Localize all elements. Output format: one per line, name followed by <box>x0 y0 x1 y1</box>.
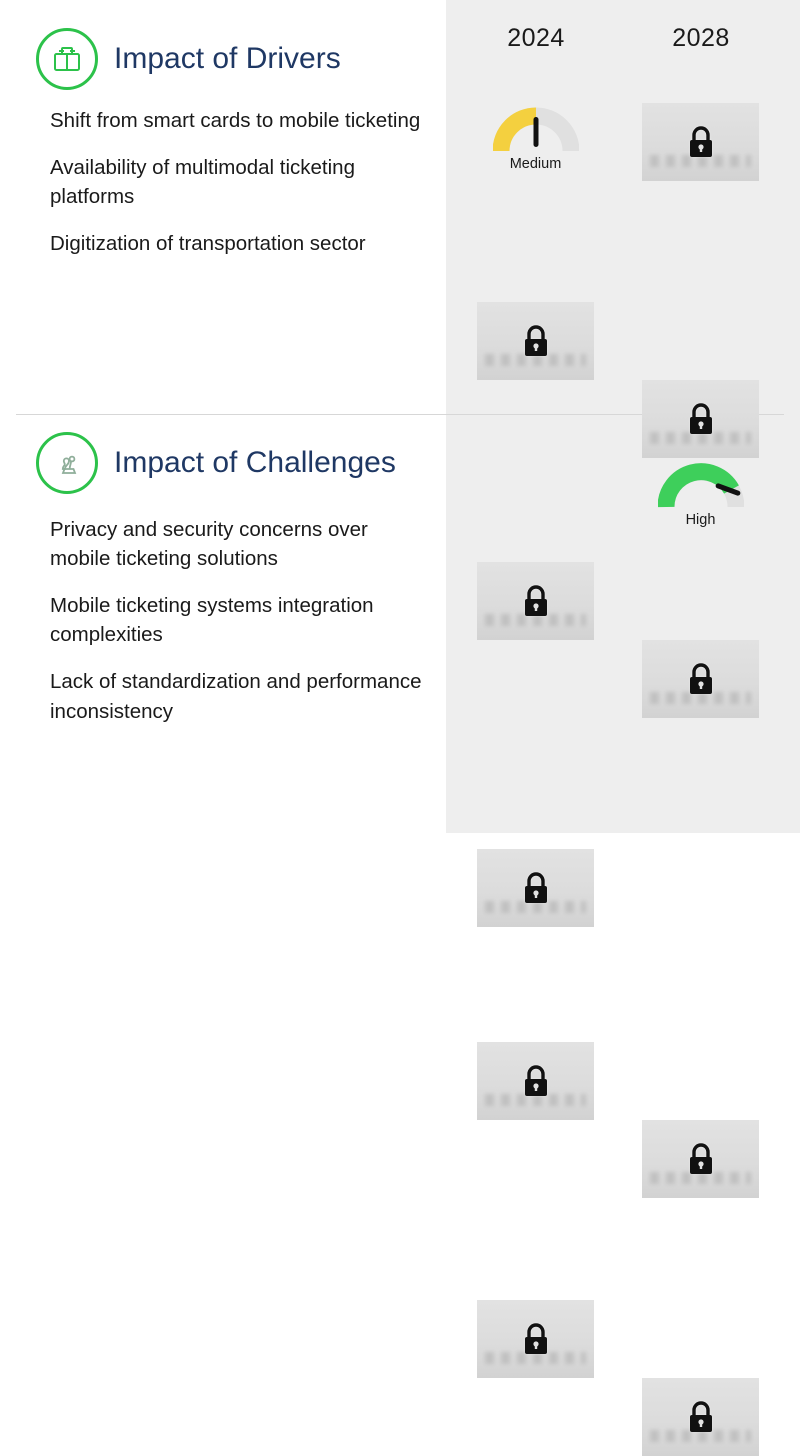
rating-cell-drivers-2024-row1 <box>477 103 594 181</box>
lock-icon <box>521 870 551 906</box>
rating-cell-challenges-2024-row2 <box>477 1042 594 1120</box>
column-header-2028: 2028 <box>672 24 730 52</box>
rating-cell-challenges-2028-row1 <box>642 459 759 537</box>
lock-icon <box>686 401 716 437</box>
lock-icon <box>686 661 716 697</box>
section-header-drivers <box>36 28 341 90</box>
gauge-high <box>651 461 751 535</box>
section-title-challenges: Impact of Challenges <box>114 446 396 479</box>
column-header-2024: 2024 <box>507 24 565 52</box>
lock-icon <box>521 583 551 619</box>
lock-icon <box>521 1321 551 1357</box>
drivers-icon <box>36 28 98 90</box>
rating-cell-challenges-2024-row1 <box>477 849 594 927</box>
gauge-medium <box>486 105 586 179</box>
challenges-bullet-list <box>50 515 430 744</box>
lock-icon <box>686 1141 716 1177</box>
list-item: Mobile ticketing systems integration complexities <box>50 594 374 647</box>
lock-icon <box>686 1399 716 1435</box>
rating-cell-challenges-2028-row3 <box>642 1378 759 1456</box>
challenges-icon <box>36 432 98 494</box>
rating-cell-challenges-2024-row3 <box>477 1300 594 1378</box>
section-header-challenges <box>36 432 396 494</box>
lock-icon <box>521 323 551 359</box>
list-item: Shift from smart cards to mobile ticketing <box>50 109 421 132</box>
rating-cell-drivers-2024-row3 <box>477 562 594 640</box>
rating-cell-drivers-2024-row2 <box>477 302 594 380</box>
rating-cell-challenges-2028-row2 <box>642 1120 759 1198</box>
section-title-drivers: Impact of Drivers <box>114 42 341 75</box>
lock-icon <box>521 1063 551 1099</box>
gauge-label: Medium <box>509 156 562 172</box>
gauge-label: High <box>685 512 716 528</box>
lock-icon <box>686 124 716 160</box>
list-item: Availability of multimodal ticketing platforms <box>50 156 355 209</box>
drivers-bullet-list <box>50 106 430 276</box>
list-item: Privacy and security concerns over mobile ticketing solutions <box>50 518 368 571</box>
rating-cell-drivers-2028-row2 <box>642 380 759 458</box>
rating-cell-drivers-2028-row3 <box>642 640 759 718</box>
list-item: Lack of standardization and performance inconsistency <box>50 670 422 723</box>
list-item: Digitization of transportation sector <box>50 232 366 256</box>
rating-cell-drivers-2028-row1 <box>642 103 759 181</box>
